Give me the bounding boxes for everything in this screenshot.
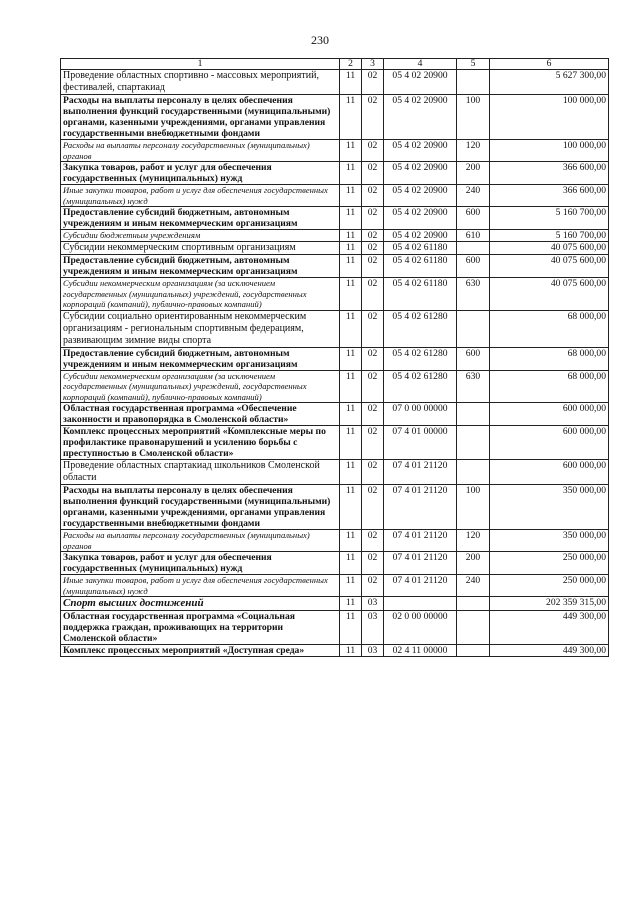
row-expense-type-cell xyxy=(457,597,490,611)
row-target-code-cell: 05 4 02 61180 xyxy=(384,255,457,278)
row-section-cell: 11 xyxy=(340,370,362,403)
row-section-cell: 11 xyxy=(340,185,362,207)
row-name-cell: Субсидии некоммерческим спортивным организациям xyxy=(61,242,340,255)
row-target-code-cell: 05 4 02 20900 xyxy=(384,95,457,140)
row-amount-cell: 68 000,00 xyxy=(490,347,609,370)
row-name-cell: Комплекс процессных мероприятий «Комплексные меры по профилактике правонарушений и усилению борьбы с преступностью в Смоленской области» xyxy=(61,426,340,460)
table-row xyxy=(61,278,609,311)
row-section-cell: 11 xyxy=(340,278,362,311)
table-row xyxy=(61,611,609,645)
table-row xyxy=(61,70,609,95)
row-section-cell: 11 xyxy=(340,310,362,347)
row-amount-cell: 366 600,00 xyxy=(490,185,609,207)
table-row xyxy=(61,347,609,370)
row-name-cell: Расходы на выплаты персоналу государственных (муниципальных) органов xyxy=(61,140,340,162)
row-target-code-cell: 05 4 02 20900 xyxy=(384,140,457,162)
table-row xyxy=(61,370,609,403)
row-target-code-cell: 05 4 02 20900 xyxy=(384,162,457,185)
row-amount-cell: 449 300,00 xyxy=(490,645,609,657)
table-row xyxy=(61,597,609,611)
row-name-cell: Расходы на выплаты персоналу в целях обеспечения выполнения функций государственными (муниципальными) органами, казенными учреждениями, органами управления государственными внебюджетными фондами xyxy=(61,95,340,140)
row-target-code-cell: 05 4 02 61180 xyxy=(384,242,457,255)
row-subsection-cell: 02 xyxy=(362,162,384,185)
row-target-code-cell: 07 4 01 21120 xyxy=(384,530,457,552)
row-target-code-cell: 05 4 02 61280 xyxy=(384,347,457,370)
row-target-code-cell: 07 4 01 21120 xyxy=(384,575,457,597)
row-section-cell: 11 xyxy=(340,460,362,485)
table-row xyxy=(61,530,609,552)
row-section-cell: 11 xyxy=(340,575,362,597)
row-name-cell: Областная государственная программа «Обеспечение законности и правопорядка в Смоленской области» xyxy=(61,403,340,426)
row-expense-type-cell: 100 xyxy=(457,95,490,140)
row-amount-cell: 68 000,00 xyxy=(490,310,609,347)
row-target-code-cell: 07 4 01 21120 xyxy=(384,552,457,575)
row-name-cell: Иные закупки товаров, работ и услуг для обеспечения государственных (муниципальных) нужд xyxy=(61,185,340,207)
row-section-cell: 11 xyxy=(340,645,362,657)
row-target-code-cell: 07 0 00 00000 xyxy=(384,403,457,426)
header-cell-section: 2 xyxy=(340,59,362,70)
header-cell-amount: 6 xyxy=(490,59,609,70)
row-amount-cell: 40 075 600,00 xyxy=(490,255,609,278)
row-expense-type-cell: 100 xyxy=(457,485,490,530)
row-subsection-cell: 03 xyxy=(362,645,384,657)
row-subsection-cell: 02 xyxy=(362,460,384,485)
row-amount-cell: 250 000,00 xyxy=(490,575,609,597)
table-row xyxy=(61,552,609,575)
row-section-cell: 11 xyxy=(340,255,362,278)
table-row xyxy=(61,207,609,230)
header-cell-target-code: 4 xyxy=(384,59,457,70)
table-row xyxy=(61,162,609,185)
table-row xyxy=(61,230,609,242)
row-amount-cell: 600 000,00 xyxy=(490,403,609,426)
row-amount-cell: 350 000,00 xyxy=(490,530,609,552)
row-target-code-cell: 05 4 02 20900 xyxy=(384,185,457,207)
header-cell-expense-type: 5 xyxy=(457,59,490,70)
row-subsection-cell: 02 xyxy=(362,242,384,255)
row-target-code-cell: 05 4 02 61280 xyxy=(384,370,457,403)
row-name-cell: Расходы на выплаты персоналу в целях обеспечения выполнения функций государственными (муниципальными) органами, казенными учреждениями, органами управления государственными внебюджетными фондами xyxy=(61,485,340,530)
row-target-code-cell xyxy=(384,597,457,611)
row-section-cell: 11 xyxy=(340,347,362,370)
table-row xyxy=(61,310,609,347)
row-subsection-cell: 02 xyxy=(362,255,384,278)
row-amount-cell: 5 160 700,00 xyxy=(490,207,609,230)
row-name-cell: Областная государственная программа «Социальная поддержка граждан, проживающих на территории Смоленской области» xyxy=(61,611,340,645)
row-subsection-cell: 02 xyxy=(362,552,384,575)
row-target-code-cell: 07 4 01 00000 xyxy=(384,426,457,460)
row-subsection-cell: 02 xyxy=(362,140,384,162)
row-expense-type-cell: 200 xyxy=(457,552,490,575)
row-name-cell: Спорт высших достижений xyxy=(61,597,340,611)
row-subsection-cell: 02 xyxy=(362,426,384,460)
row-section-cell: 11 xyxy=(340,485,362,530)
row-name-cell: Предоставление субсидий бюджетным, автономным учреждениям и иным некоммерческим организациям xyxy=(61,347,340,370)
row-target-code-cell: 05 4 02 61280 xyxy=(384,310,457,347)
row-section-cell: 11 xyxy=(340,140,362,162)
row-section-cell: 11 xyxy=(340,403,362,426)
row-subsection-cell: 02 xyxy=(362,70,384,95)
row-expense-type-cell: 600 xyxy=(457,255,490,278)
row-name-cell: Закупка товаров, работ и услуг для обеспечения государственных (муниципальных) нужд xyxy=(61,162,340,185)
row-section-cell: 11 xyxy=(340,230,362,242)
table-row xyxy=(61,140,609,162)
row-amount-cell: 100 000,00 xyxy=(490,140,609,162)
table-row xyxy=(61,95,609,140)
row-section-cell: 11 xyxy=(340,530,362,552)
row-expense-type-cell xyxy=(457,426,490,460)
row-amount-cell: 40 075 600,00 xyxy=(490,278,609,311)
row-name-cell: Закупка товаров, работ и услуг для обеспечения государственных (муниципальных) нужд xyxy=(61,552,340,575)
row-target-code-cell: 05 4 02 20900 xyxy=(384,207,457,230)
row-subsection-cell: 02 xyxy=(362,347,384,370)
row-subsection-cell: 02 xyxy=(362,403,384,426)
row-name-cell: Предоставление субсидий бюджетным, автономным учреждениям и иным некоммерческим организациям xyxy=(61,207,340,230)
row-expense-type-cell: 240 xyxy=(457,575,490,597)
table-row xyxy=(61,255,609,278)
row-subsection-cell: 02 xyxy=(362,310,384,347)
row-target-code-cell: 07 4 01 21120 xyxy=(384,485,457,530)
row-expense-type-cell: 630 xyxy=(457,278,490,311)
page-number: 230 xyxy=(311,33,329,47)
row-name-cell: Субсидии социально ориентированным некоммерческим организациям - региональным спортивным федерациям, развивающим зимние виды спорта xyxy=(61,310,340,347)
row-amount-cell: 350 000,00 xyxy=(490,485,609,530)
row-expense-type-cell xyxy=(457,645,490,657)
table-row xyxy=(61,460,609,485)
table-row xyxy=(61,485,609,530)
row-section-cell: 11 xyxy=(340,162,362,185)
row-expense-type-cell xyxy=(457,70,490,95)
row-name-cell: Комплекс процессных мероприятий «Доступная среда» xyxy=(61,645,340,657)
row-expense-type-cell xyxy=(457,310,490,347)
table-row xyxy=(61,185,609,207)
table-body xyxy=(61,70,609,657)
row-subsection-cell: 02 xyxy=(362,485,384,530)
row-amount-cell: 250 000,00 xyxy=(490,552,609,575)
row-amount-cell: 68 000,00 xyxy=(490,370,609,403)
row-subsection-cell: 02 xyxy=(362,207,384,230)
row-section-cell: 11 xyxy=(340,70,362,95)
row-name-cell: Субсидии некоммерческим организациям (за исключением государственных (муниципальных) учреждений, государственных корпораций (компаний), публично-правовых компаний) xyxy=(61,278,340,311)
row-amount-cell: 366 600,00 xyxy=(490,162,609,185)
row-amount-cell: 40 075 600,00 xyxy=(490,242,609,255)
table-row xyxy=(61,426,609,460)
budget-table xyxy=(60,58,609,657)
header-row xyxy=(61,59,609,70)
row-amount-cell: 5 627 300,00 xyxy=(490,70,609,95)
row-target-code-cell: 02 0 00 00000 xyxy=(384,611,457,645)
row-expense-type-cell: 600 xyxy=(457,207,490,230)
row-expense-type-cell: 600 xyxy=(457,347,490,370)
table-row xyxy=(61,403,609,426)
row-expense-type-cell: 240 xyxy=(457,185,490,207)
row-target-code-cell: 07 4 01 21120 xyxy=(384,460,457,485)
row-section-cell: 11 xyxy=(340,242,362,255)
row-amount-cell: 600 000,00 xyxy=(490,460,609,485)
row-target-code-cell: 05 4 02 20900 xyxy=(384,230,457,242)
row-expense-type-cell: 120 xyxy=(457,140,490,162)
row-name-cell: Иные закупки товаров, работ и услуг для обеспечения государственных (муниципальных) нужд xyxy=(61,575,340,597)
header-cell-name: 1 xyxy=(61,59,340,70)
row-name-cell: Субсидии некоммерческим организациям (за исключением государственных (муниципальных) учреждений, государственных корпораций (компаний), публично-правовых компаний) xyxy=(61,370,340,403)
row-subsection-cell: 03 xyxy=(362,597,384,611)
row-section-cell: 11 xyxy=(340,95,362,140)
row-expense-type-cell xyxy=(457,611,490,645)
row-expense-type-cell: 120 xyxy=(457,530,490,552)
row-section-cell: 11 xyxy=(340,552,362,575)
table-row xyxy=(61,242,609,255)
row-amount-cell: 100 000,00 xyxy=(490,95,609,140)
row-name-cell: Субсидии бюджетным учреждениям xyxy=(61,230,340,242)
row-subsection-cell: 02 xyxy=(362,530,384,552)
row-name-cell: Расходы на выплаты персоналу государственных (муниципальных) органов xyxy=(61,530,340,552)
table-row xyxy=(61,645,609,657)
row-amount-cell: 202 359 315,00 xyxy=(490,597,609,611)
row-amount-cell: 600 000,00 xyxy=(490,426,609,460)
table-row xyxy=(61,575,609,597)
row-section-cell: 11 xyxy=(340,426,362,460)
row-subsection-cell: 02 xyxy=(362,575,384,597)
row-subsection-cell: 02 xyxy=(362,185,384,207)
row-subsection-cell: 02 xyxy=(362,278,384,311)
row-expense-type-cell xyxy=(457,403,490,426)
row-expense-type-cell: 610 xyxy=(457,230,490,242)
row-name-cell: Проведение областных спартакиад школьников Смоленской области xyxy=(61,460,340,485)
row-expense-type-cell xyxy=(457,460,490,485)
row-expense-type-cell: 630 xyxy=(457,370,490,403)
header-cell-subsection: 3 xyxy=(362,59,384,70)
row-subsection-cell: 02 xyxy=(362,230,384,242)
row-subsection-cell: 03 xyxy=(362,611,384,645)
row-target-code-cell: 05 4 02 20900 xyxy=(384,70,457,95)
row-amount-cell: 449 300,00 xyxy=(490,611,609,645)
row-name-cell: Проведение областных спортивно - массовых мероприятий, фестивалей, спартакиад xyxy=(61,70,340,95)
row-name-cell: Предоставление субсидий бюджетным, автономным учреждениям и иным некоммерческим организациям xyxy=(61,255,340,278)
row-expense-type-cell xyxy=(457,242,490,255)
row-target-code-cell: 02 4 11 00000 xyxy=(384,645,457,657)
row-amount-cell: 5 160 700,00 xyxy=(490,230,609,242)
row-section-cell: 11 xyxy=(340,597,362,611)
row-section-cell: 11 xyxy=(340,207,362,230)
row-section-cell: 11 xyxy=(340,611,362,645)
row-expense-type-cell: 200 xyxy=(457,162,490,185)
row-subsection-cell: 02 xyxy=(362,370,384,403)
row-target-code-cell: 05 4 02 61180 xyxy=(384,278,457,311)
row-subsection-cell: 02 xyxy=(362,95,384,140)
